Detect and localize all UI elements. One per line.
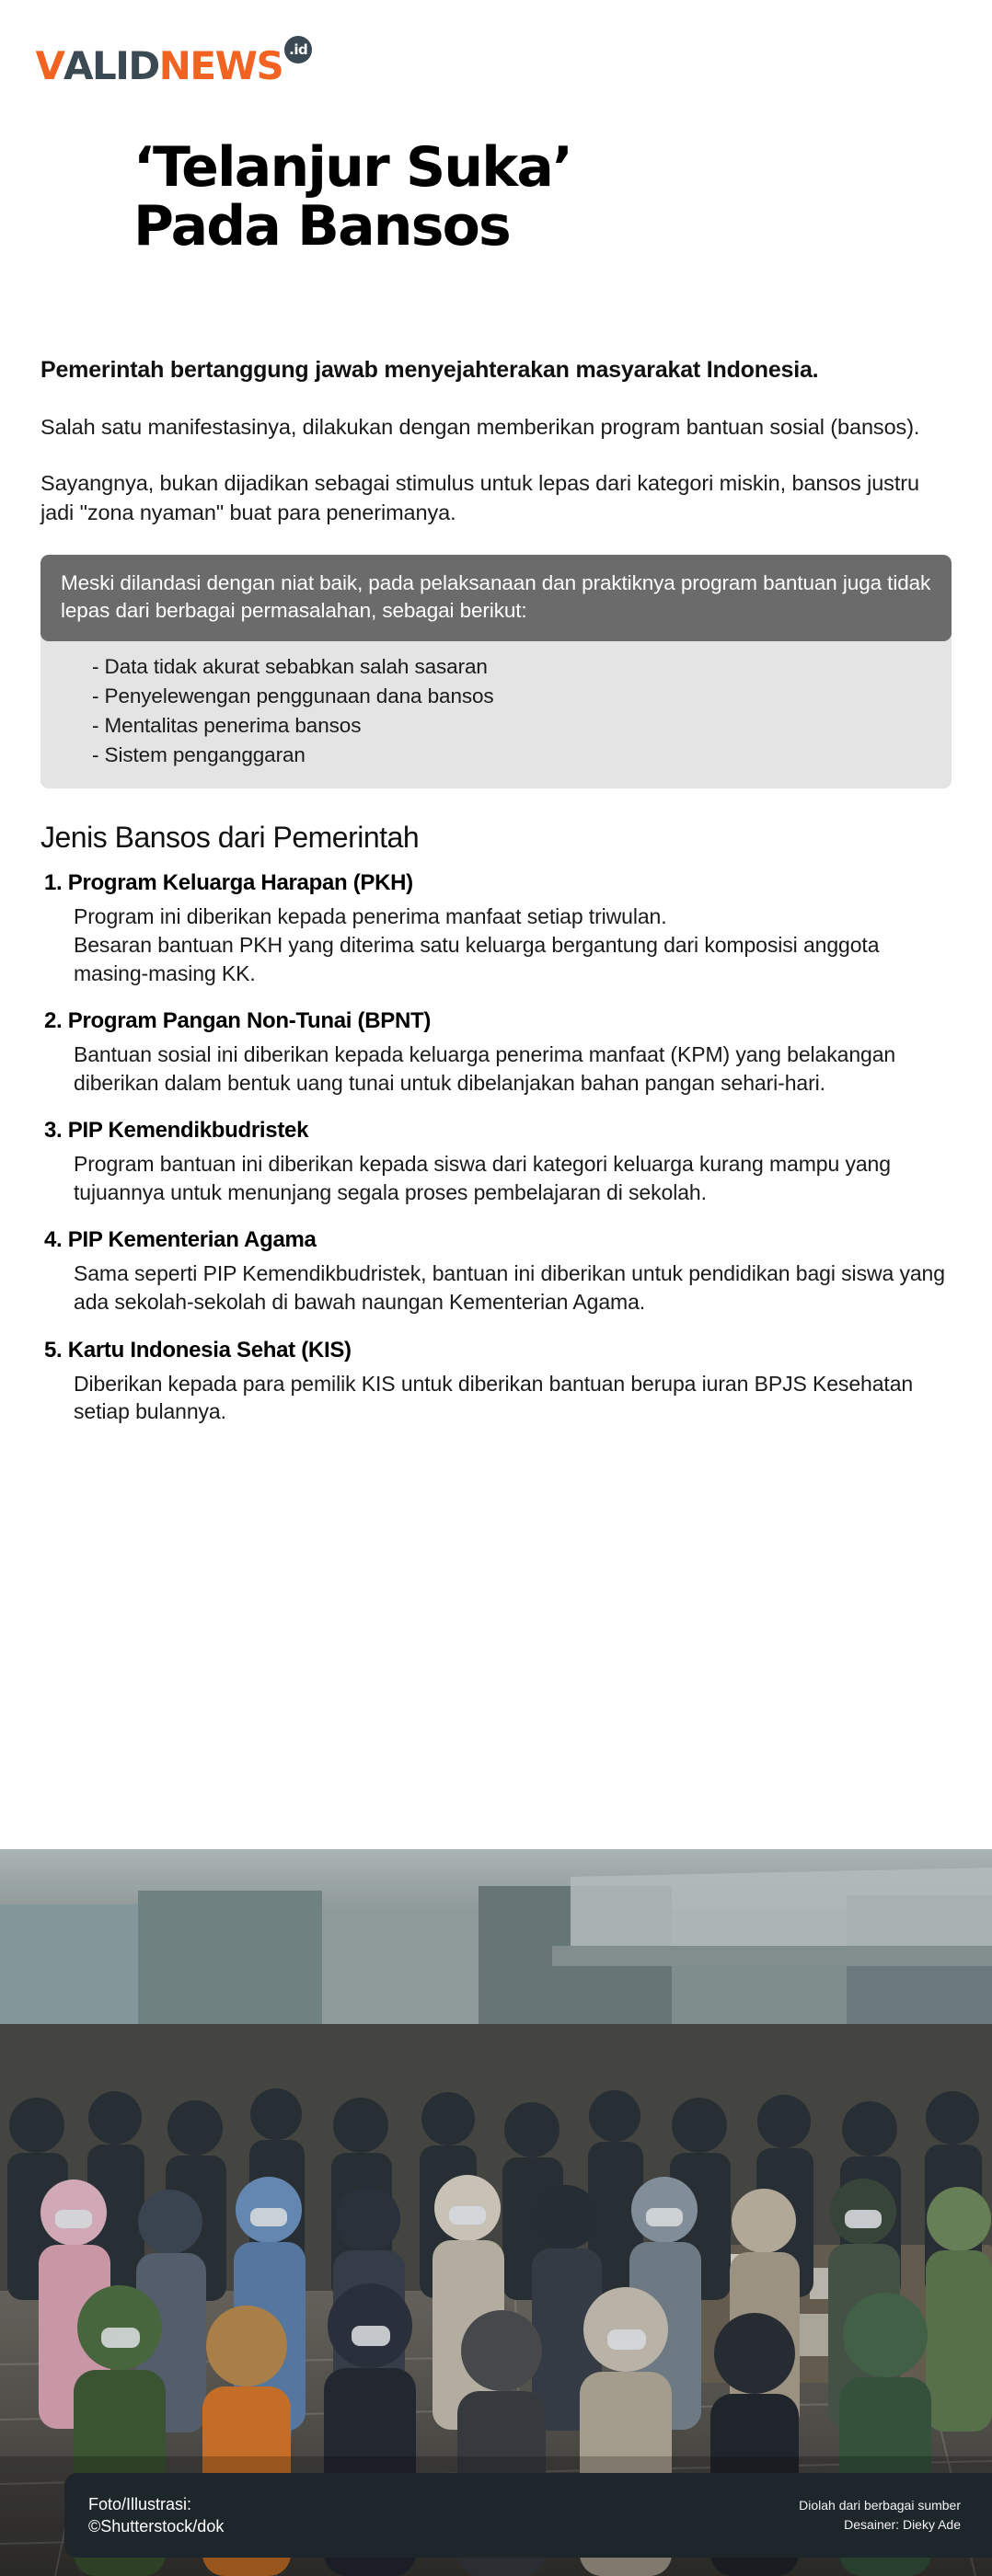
program-description: Sama seperti PIP Kemendikbudristek, bantuan ini diberikan untuk pendidikan bagi siswa yang ada sekolah-sekolah di bawah naungan Kementerian Agama.	[74, 1261, 945, 1315]
list-item: - Sistem penganggaran	[92, 743, 306, 767]
list-item: - Data tidak akurat sebabkan salah sasaran	[92, 655, 488, 679]
list-item: - Penyelewengan penggunaan dana bansos	[92, 684, 494, 708]
program-item-2	[40, 1007, 952, 1097]
footer-credits-bar	[64, 2473, 992, 2558]
program-item-3	[40, 1117, 952, 1206]
validnews-logo[interactable]	[35, 42, 312, 90]
program-item-5	[40, 1337, 952, 1426]
program-title: 4. PIP Kementerian Agama	[44, 1227, 317, 1253]
program-title: 2. Program Pangan Non-Tunai (BPNT)	[44, 1008, 432, 1034]
logo-id-badge: .id	[284, 36, 312, 63]
callout-heading: Meski dilandasi dengan niat baik, pada pelaksanaan dan praktiknya program bantuan juga tidak lepas dari berbagai permasalahan, sebagai berikut:	[40, 555, 952, 641]
program-item-4	[40, 1226, 952, 1316]
article-content	[0, 355, 992, 1446]
problems-list	[61, 652, 931, 770]
photo-crowd-bansos	[0, 1849, 992, 2576]
logo-valid-text: ALID	[63, 43, 159, 88]
body-paragraph-1: Salah satu manifestasinya, dilakukan dengan memberikan program bantuan sosial (bansos).	[40, 415, 920, 439]
program-description: Program bantuan ini diberikan kepada siswa dari kategori keluarga kurang mampu yang tujuannya untuk menunjang segala proses pembelajaran di sekolah.	[74, 1152, 891, 1204]
lede-paragraph: Pemerintah bertanggung jawab menyejahterakan masyarakat Indonesia.	[40, 357, 819, 383]
photo-credit	[88, 2493, 224, 2538]
list-item: - Mentalitas penerima bansos	[92, 714, 362, 738]
section-heading-jenis-bansos: Jenis Bansos dari Pemerintah	[40, 821, 420, 855]
program-title: 5. Kartu Indonesia Sehat (KIS)	[44, 1337, 352, 1363]
source-line: Diolah dari berbagai sumber	[799, 2498, 961, 2513]
designer-line: Desainer: Dieky Ade	[844, 2517, 961, 2532]
program-description: Bantuan sosial ini diberikan kepada keluarga penerima manfaat (KPM) yang belakangan diberikan dalam bentuk uang tunai untuk dibelanjakan bahan pangan sehari-hari.	[74, 1042, 896, 1095]
photo-credit-value: ©Shutterstock/dok	[88, 2517, 225, 2536]
headline-line-1: ‘Telanjur Suka’	[133, 135, 572, 200]
program-title: 1. Program Keluarga Harapan (PKH)	[44, 870, 413, 896]
program-title: 3. PIP Kemendikbudristek	[44, 1118, 309, 1144]
headline-line-2: Pada Bansos	[133, 194, 510, 259]
logo-news-text: NEWS	[158, 43, 283, 88]
logo-v-mark: V	[34, 43, 64, 88]
body-paragraph-2: Sayangnya, bukan dijadikan sebagai stimulus untuk lepas dari kategori miskin, bansos justru jadi "zona nyaman" buat para penerimanya.	[40, 471, 919, 524]
source-designer-credit	[799, 2496, 961, 2535]
photo-credit-label: Foto/Illustrasi:	[88, 2494, 192, 2513]
program-description: Diberikan kepada para pemilik KIS untuk diberikan bantuan berupa iuran BPJS Kesehatan setiap bulannya.	[74, 1371, 914, 1424]
problems-callout	[40, 555, 952, 788]
callout-body	[40, 641, 952, 788]
photo-illustration	[0, 1849, 992, 2576]
logo-wordmark	[34, 40, 312, 88]
program-item-1	[40, 869, 952, 987]
program-description: Program ini diberikan kepada penerima manfaat setiap triwulan. Besaran bantuan PKH yang diterima satu keluarga bergantung dari komposisi anggota masing-masing KK.	[74, 904, 880, 985]
page-title	[133, 135, 943, 259]
